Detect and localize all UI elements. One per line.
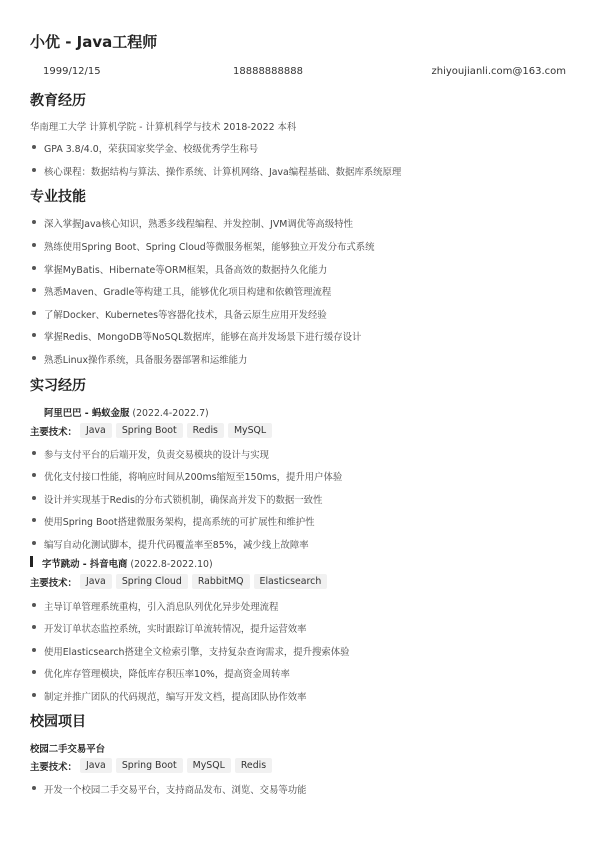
bullet-icon	[32, 311, 36, 315]
tech-tag: MySQL	[187, 758, 231, 773]
bullet-icon	[32, 333, 36, 337]
tech-tag: RabbitMQ	[192, 574, 250, 589]
skills-title: 专业技能	[30, 189, 86, 205]
company-name: 阿里巴巴 - 蚂蚁金服	[44, 408, 130, 419]
bullet-icon	[32, 356, 36, 360]
bullet-icon	[32, 670, 36, 674]
job-header	[42, 556, 213, 570]
company-name: 字节跳动 - 抖音电商	[42, 559, 128, 570]
tech-tag: Redis	[235, 758, 272, 773]
bullet-icon	[32, 145, 36, 149]
tech-tags	[80, 574, 327, 589]
tech-label: 主要技术：	[30, 762, 77, 773]
project-name: 校园二手交易平台	[30, 744, 106, 755]
bullet-icon	[32, 693, 36, 697]
tech-tag: Spring Boot	[116, 758, 183, 773]
job-header	[44, 405, 209, 419]
bullet-icon	[32, 786, 36, 790]
tech-tag: MySQL	[228, 423, 272, 438]
bullet-icon	[32, 625, 36, 629]
tech-label: 主要技术：	[30, 578, 77, 589]
email-address: zhiyoujianli.com@163.com	[431, 66, 566, 77]
bullet-icon	[32, 243, 36, 247]
birth-date: 1999/12/15	[43, 66, 101, 77]
phone-number: 18888888888	[233, 66, 303, 77]
tech-label: 主要技术：	[30, 427, 77, 438]
bullet-icon	[32, 603, 36, 607]
tech-tag: Spring Cloud	[116, 574, 188, 589]
tech-tag: Java	[80, 574, 112, 589]
bullet-icon	[32, 473, 36, 477]
bullet-icon	[32, 288, 36, 292]
bullet-icon	[32, 168, 36, 172]
tech-tags	[80, 423, 272, 438]
bullet-icon	[32, 220, 36, 224]
tech-tag: Spring Boot	[116, 423, 183, 438]
contact-row	[30, 66, 566, 80]
bullet-icon	[32, 451, 36, 455]
bullet-icon	[32, 266, 36, 270]
bullet-icon	[32, 518, 36, 522]
education-title: 教育经历	[30, 93, 86, 109]
resume-page: 小优 - Java工程师 1999/12/15 18888888888 zhiyoujianli.com@163.com 教育经历 华南理工大学 计算机学院 - 计算机科学与技术 2018-2022 本科 GPA 3.8/4.0，荣获国家奖学金、校级优秀学生称号 核心课程：数据结构与算法、操作系统、计算机网络、Java编程基础、数据库系统原理 专业技能 深入掌握Java核心知识，熟悉多线程编程、并发控制、JVM调优等高级特性 熟练使用Spring Boot、Spring Cloud等微服务框架，能够独立开发分布式系统 掌握MyBatis、Hibernate等ORM框架，具备高效的数据持久化能力 熟悉Maven、Gradle等构建工具，能够优化项目构建和依赖管理流程 了解Docker、Kubernetes等容器化技术，具备云原生应用开发经验 掌握Redis、MongoDB等NoSQL数据库，能够在高并发场景下进行缓存设计 熟悉Linux操作系统，具备服务器部署和运维能力 实习经历 阿里巴巴 - 蚂蚁金服 (2022.4-2022.7) 主要技术： Java Spring Boot Redis MySQL 参与支付平台的后端开发，负责交易模块的设计与实现 优化支付接口性能，将响应时间从200ms缩短至150ms，提升用户体验 设计并实现基于Redis的分布式锁机制，确保高并发下的数据一致性 使用Spring Boot搭建微服务架构，提高系统的可扩展性和维护性 编写自动化测试脚本，提升代码覆盖率至85%，减少线上故障率 字节跳动 - 抖音电商 (2022.8-2022.10) 主要技术： Java Spring Cloud RabbitMQ Elasticsearch 主导订单管理系统重构，引入消息队列优化异步处理流程 开发订单状态监控系统，实时跟踪订单流转情况，提升运营效率 使用Elasticsearch搭建全文检索引擎，支持复杂查询需求，提升搜索体验 优化库存管理模块，降低库存积压率10%，提高资金周转率 制定并推广团队的代码规范，编写开发文档，提高团队协作效率 校园项目 校园二手交易平台 主要技术： Java Spring Boot MySQL Redis 开发一个校园二手交易平台，支持商品发布、浏览、交易等功能	[30, 33, 566, 796]
internship-title: 实习经历	[30, 378, 86, 394]
job-period: (2022.8-2022.10)	[130, 559, 213, 570]
bullet-icon	[32, 496, 36, 500]
education-summary: 华南理工大学 计算机学院 - 计算机科学与技术 2018-2022 本科	[30, 122, 297, 133]
job-period: (2022.4-2022.7)	[132, 408, 209, 419]
tech-tags	[80, 758, 272, 773]
resume-name: 小优 - Java工程师	[30, 33, 158, 51]
job-marker	[30, 556, 33, 567]
bullet-icon	[32, 541, 36, 545]
tech-tag: Java	[80, 758, 112, 773]
tech-tag: Java	[80, 423, 112, 438]
projects-title: 校园项目	[30, 714, 86, 730]
bullet-icon	[32, 648, 36, 652]
tech-tag: Redis	[187, 423, 224, 438]
tech-tag: Elasticsearch	[254, 574, 328, 589]
